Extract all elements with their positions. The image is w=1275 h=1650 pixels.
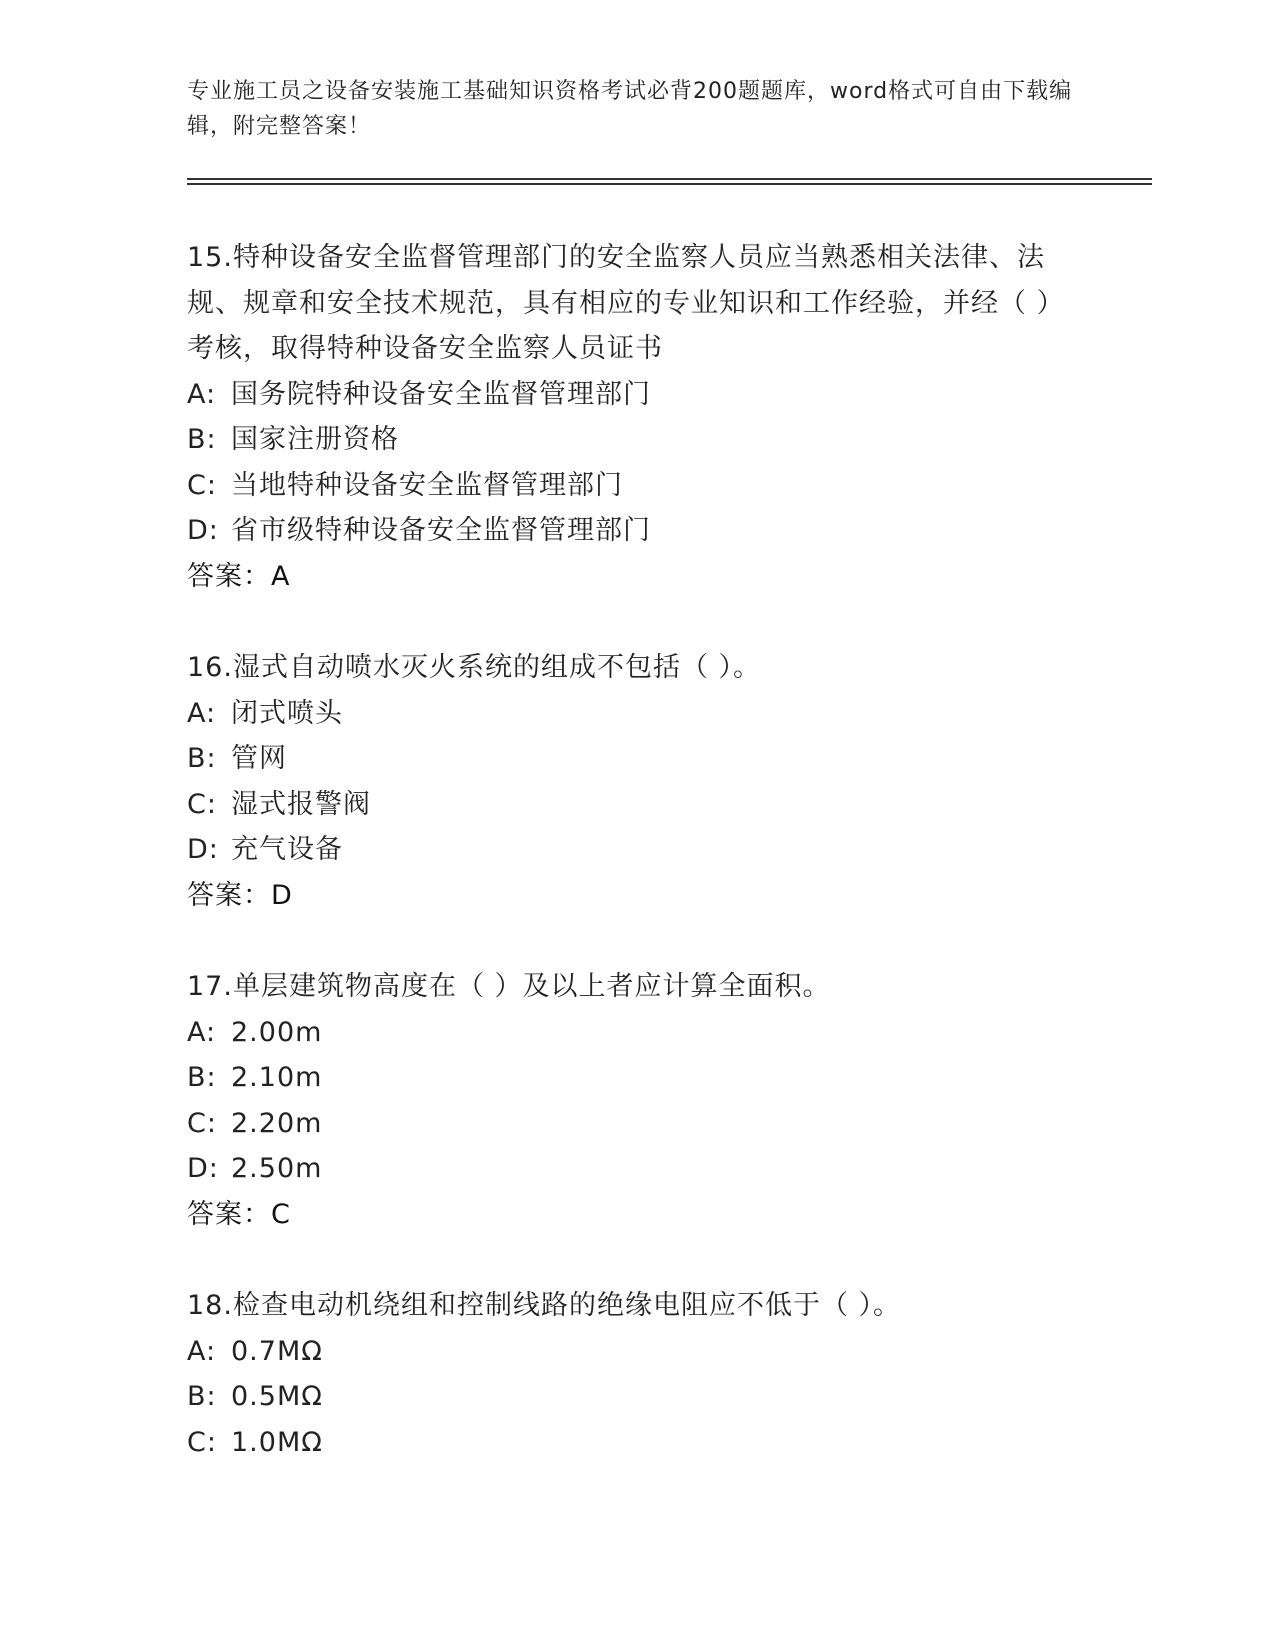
option-a <box>187 1329 1087 1375</box>
question-15 <box>187 235 1087 599</box>
option-a <box>187 372 1087 418</box>
option-d <box>187 1146 1087 1192</box>
option-letter: B: <box>187 424 217 455</box>
question-stem: 15.特种设备安全监督管理部门的安全监察人员应当熟悉相关法律、法规、规章和安全技术规范，具有相应的专业知识和工作经验，并经（ ）考核，取得特种设备安全监察人员证书 <box>187 242 1065 364</box>
question-stem: 18.检查电动机绕组和控制线路的绝缘电阻应不低于（ ）。 <box>187 1290 902 1321</box>
question-16 <box>187 645 1087 918</box>
header-divider-top <box>187 178 1152 180</box>
answer-line: 答案：D <box>187 879 293 911</box>
header-divider-bottom <box>187 183 1152 185</box>
option-text: 当地特种设备安全监督管理部门 <box>231 469 623 501</box>
option-text: 1.0MΩ <box>231 1426 323 1458</box>
document-title: 专业施工员之设备安装施工基础知识资格考试必背200题题库，word格式可自由下载编辑，附完整答案！ <box>187 79 1073 139</box>
option-letter: B: <box>187 743 217 774</box>
option-text: 国家注册资格 <box>231 424 399 455</box>
option-letter: C: <box>187 1426 217 1458</box>
option-c <box>187 1101 1087 1147</box>
option-letter: D: <box>187 1153 219 1184</box>
option-b <box>187 736 1087 782</box>
option-letter: C: <box>187 1107 217 1139</box>
option-a <box>187 691 1087 737</box>
option-letter: C: <box>187 788 217 820</box>
option-letter: D: <box>187 515 219 546</box>
option-text: 闭式喷头 <box>231 697 343 729</box>
option-b <box>187 1055 1087 1101</box>
option-c <box>187 1420 1087 1466</box>
option-letter: D: <box>187 834 219 865</box>
question-stem: 16.湿式自动喷水灭火系统的组成不包括（ ）。 <box>187 652 762 683</box>
option-letter: A: <box>187 1335 217 1367</box>
option-text: 2.10m <box>231 1062 323 1093</box>
option-letter: A: <box>187 697 217 729</box>
question-18 <box>187 1283 1087 1465</box>
option-a <box>187 1010 1087 1056</box>
option-letter: A: <box>187 1016 217 1048</box>
option-letter: C: <box>187 469 217 501</box>
option-b <box>187 1374 1087 1420</box>
option-letter: B: <box>187 1062 217 1093</box>
answer-line: 答案：C <box>187 1198 291 1230</box>
question-17 <box>187 964 1087 1237</box>
option-text: 省市级特种设备安全监督管理部门 <box>231 515 651 546</box>
question-list <box>187 235 1087 1511</box>
option-letter: B: <box>187 1381 217 1412</box>
option-text: 2.20m <box>231 1107 323 1139</box>
option-text: 湿式报警阀 <box>231 788 371 820</box>
option-b <box>187 417 1087 463</box>
document-header <box>187 74 1087 144</box>
answer-line: 答案：A <box>187 560 291 592</box>
option-text: 0.7MΩ <box>231 1335 323 1367</box>
option-text: 国务院特种设备安全监督管理部门 <box>231 378 651 410</box>
option-d <box>187 508 1087 554</box>
option-text: 0.5MΩ <box>231 1381 323 1412</box>
option-text: 2.50m <box>231 1153 323 1184</box>
option-text: 充气设备 <box>231 834 343 865</box>
option-c <box>187 782 1087 828</box>
option-text: 2.00m <box>231 1016 323 1048</box>
option-d <box>187 827 1087 873</box>
question-stem: 17.单层建筑物高度在（ ）及以上者应计算全面积。 <box>187 971 831 1002</box>
option-c <box>187 463 1087 509</box>
option-text: 管网 <box>231 743 287 774</box>
option-letter: A: <box>187 378 217 410</box>
